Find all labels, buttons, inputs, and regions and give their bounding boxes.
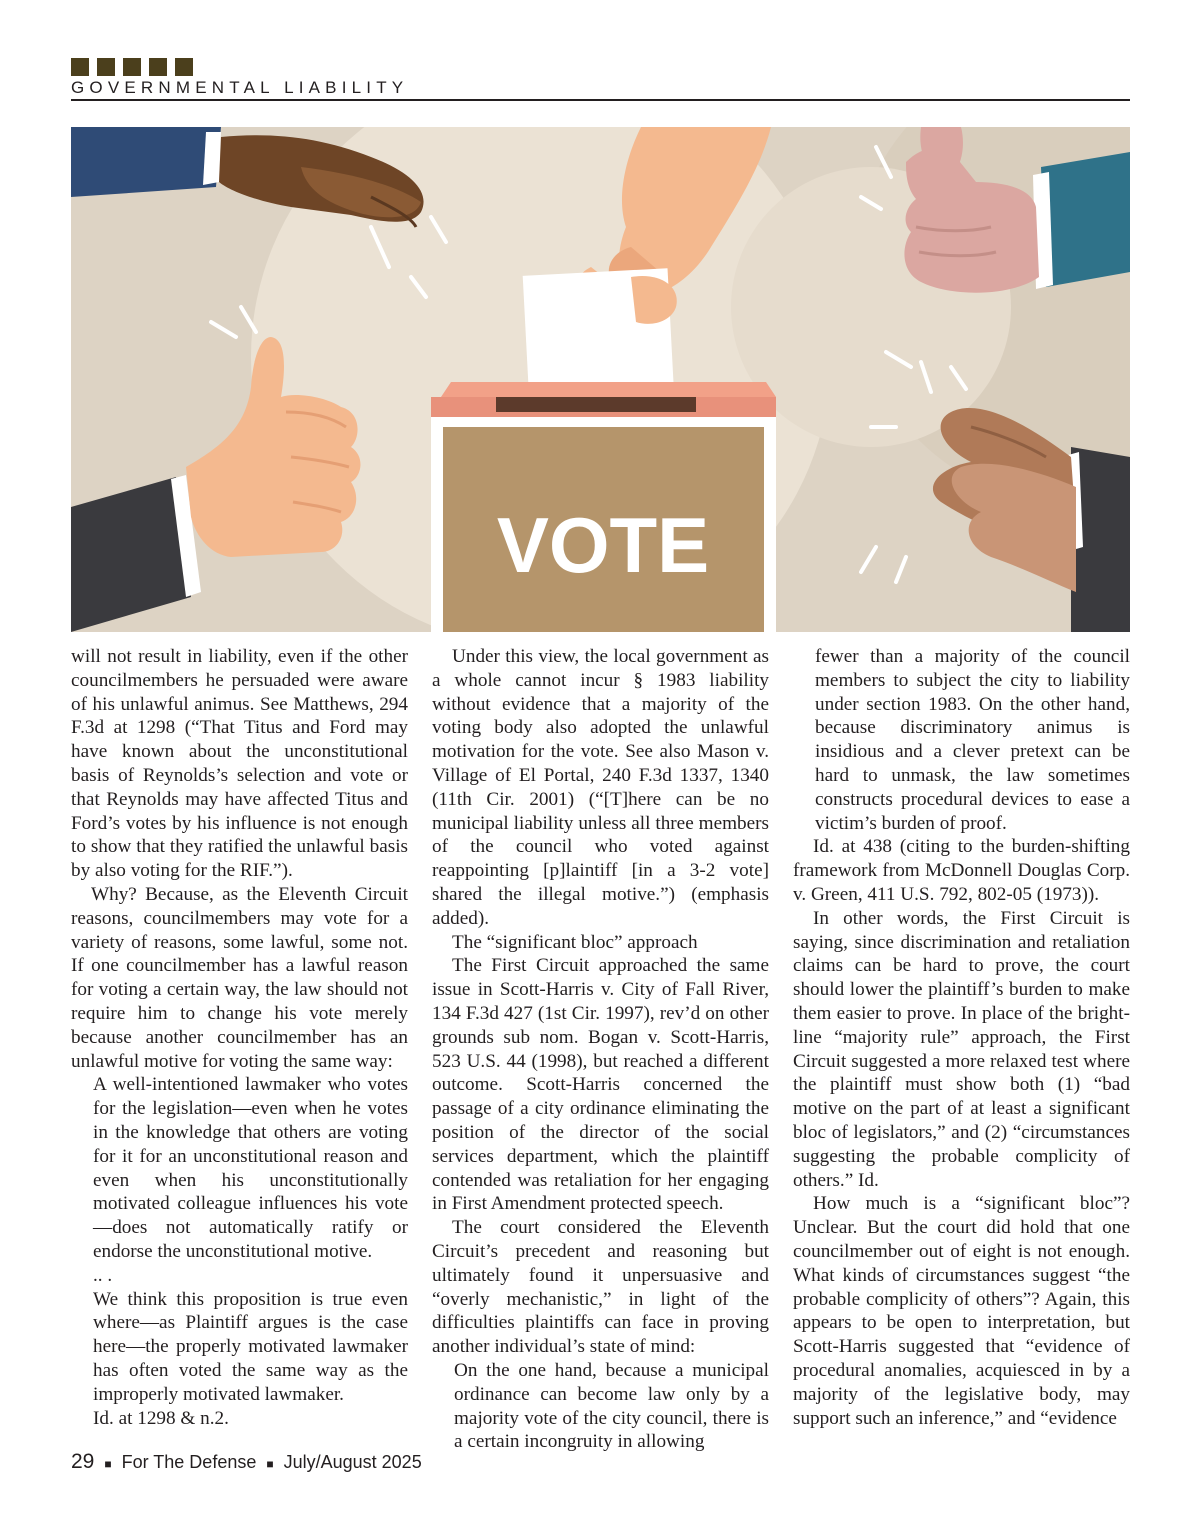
block-quote: We think this proposition is true even where—as Plaintiff argues is the case here—the properly motivated lawmaker has often voted the same way as the improperly motivated lawmaker. — [93, 1288, 408, 1405]
header-square — [149, 58, 167, 76]
footer-separator: ■ — [104, 1457, 112, 1471]
paragraph: The First Circuit approached the same issue in Scott-Harris v. City of Fall River, 134 F.3d 427 (1st Cir. 1997), rev’d on other grounds sub nom. Bogan v. Scott-Harris, 523 U.S. 44 (1998), but reached a different outcome. Scott-Harris concerned the passage of a city ordinance eliminating the position of the director of the social services department, which the plaintiff contended was retaliation for her engaging in First Amendment protected speech. — [432, 955, 769, 1215]
column-2 — [432, 645, 769, 1454]
column-3 — [793, 645, 1130, 1430]
section-title: GOVERNMENTAL LIABILITY — [71, 78, 409, 97]
block-quote: On the one hand, because a municipal ordinance can become law only by a majority vote of the city council, there is a certain incongruity in allowing — [454, 1359, 769, 1453]
vote-illustration — [71, 127, 1130, 632]
header-square — [97, 58, 115, 76]
paragraph: Why? Because, as the Eleventh Circuit reasons, councilmembers may vote for a variety of reasons, some lawful, some not. If one councilmember has a lawful reason for voting a certain way, the law should not require him to change his vote merely because another councilmember has an unlawful motive for voting the same way: — [71, 883, 408, 1072]
paragraph: How much is a “significant bloc”? Unclear. But the court did hold that one councilmember out of eight is not enough. What kinds of circumstances suggest “the probable complicity of others”? Again, this appears to be open to interpretation, but Scott-Harris suggested that “evidence of procedural anomalies, acquiesced in by a majority of the legislative body, may support such an inference,” and “evidence — [793, 1193, 1130, 1429]
paragraph: In other words, the First Circuit is saying, since discrimination and retaliation claims can be hard to prove, the court should lower the plaintiff’s burden to make them easier to prove. In place of the bright-line “majority rule” approach, the First Circuit suggested a more relaxed test where the plaintiff must show both (1) “bad motive on the part of at least a significant bloc of legislators,” and (2) “circumstances suggesting the probable complicity of others.” Id. — [793, 907, 1130, 1191]
ballot-box-label: VOTE — [496, 501, 710, 589]
block-quote-continued: fewer than a majority of the council members to subject the city to liability under section 1983. On the other hand, because discriminatory animus is insidious and a clever pretext can be hard to unmask, the law sometimes constructs procedural devices to ease a victim’s burden of proof. — [815, 646, 1130, 834]
footer-separator: ■ — [266, 1457, 274, 1471]
section-header — [71, 58, 1130, 101]
header-square — [175, 58, 193, 76]
paragraph: will not result in liability, even if the other councilmembers he persuaded were aware of his unlawful animus. See Matthews, 294 F.3d at 1298 (“That Titus and Ford may have known about the unconstitutional basis of Reynolds’s selection and vote or that Reynolds may have affected Titus and Ford’s votes by his influence is not enough to show that they ratified the unlawful basis by also voting for the RIF.”). — [71, 646, 408, 882]
paragraph: Under this view, the local government as a whole cannot incur § 1983 liability without evidence that a majority of the voting body also adopted the unlawful motivation for the vote. See also Mason v. Village of El Portal, 240 F.3d 1337, 1340 (11th Cir. 2001) (“[T]here can be no municipal liability unless all three members of the council who voted against reappointing [p]laintiff [in a 3-2 vote] shared the illegal motive.”) (emphasis added). — [432, 646, 769, 929]
issue-date: July/August 2025 — [283, 1452, 422, 1472]
quote-ellipsis: .. . — [93, 1264, 113, 1286]
header-rule — [71, 99, 1130, 101]
block-quote: A well-intentioned lawmaker who votes for the legislation—even when he votes in the knowledge that others are voting for it for an unconstitutional reason and even when his unconstitutionally motivated colleague influences his vote—does not automatically ratify or endorse the unconstitutional motive. — [93, 1074, 408, 1262]
paragraph: The court considered the Eleventh Circuit’s precedent and reasoning but ultimately found it unpersuasive and “overly mechanistic,” in light of the difficulties plaintiffs can face in proving another individual’s state of mind: — [432, 1217, 769, 1358]
subheading: The “significant bloc” approach — [452, 931, 698, 953]
page-footer — [71, 1450, 422, 1474]
header-square — [71, 58, 89, 76]
page-number: 29 — [71, 1450, 95, 1473]
header-square — [123, 58, 141, 76]
column-1 — [71, 645, 408, 1430]
citation: Id. at 1298 & n.2. — [93, 1407, 229, 1429]
publication-name: For The Defense — [121, 1452, 257, 1472]
header-squares-decoration — [71, 58, 1130, 76]
citation: Id. at 438 (citing to the burden-shifting framework from McDonnell Douglas Corp. v. Green, 411 U.S. 792, 802-05 (1973)). — [793, 836, 1130, 905]
